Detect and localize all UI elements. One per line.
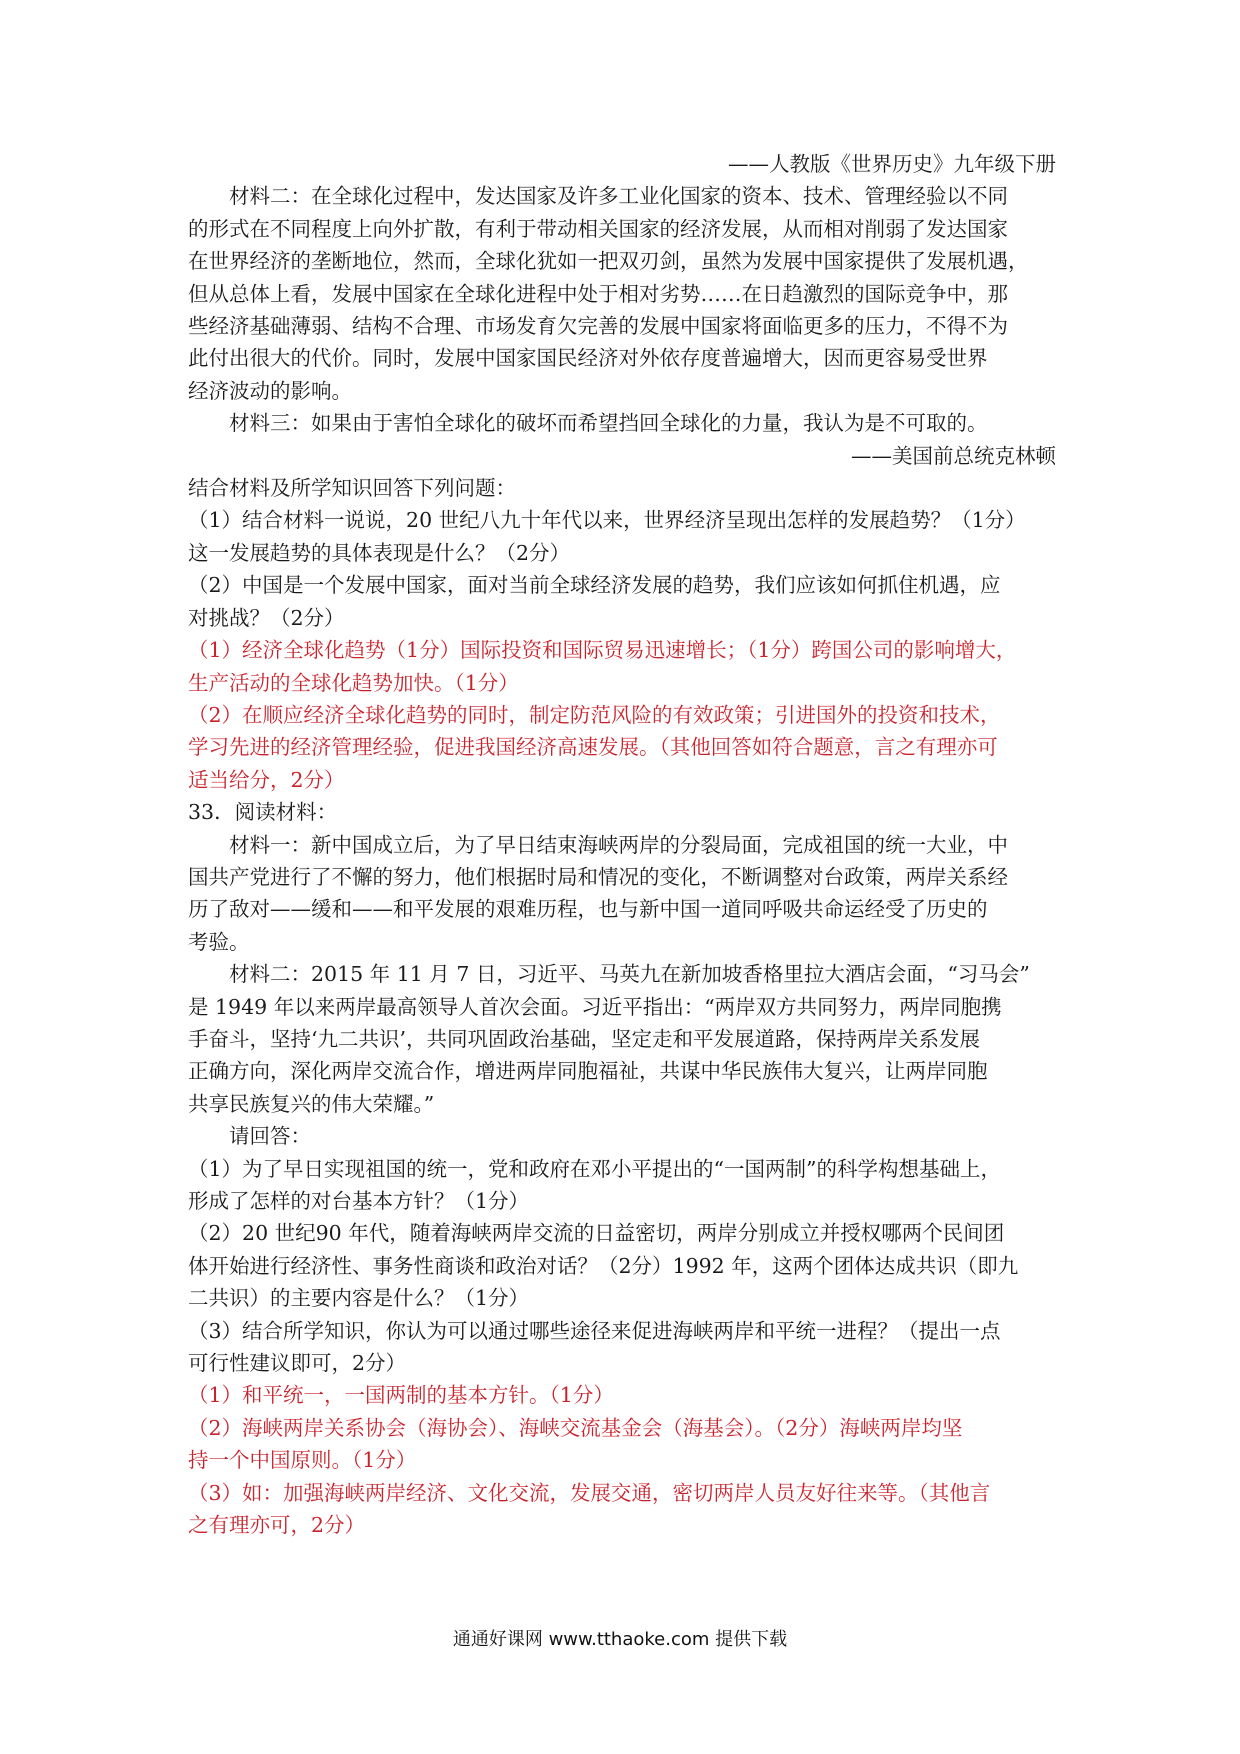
text-line: 对挑战？（2分） — [188, 605, 345, 630]
answer-line: （1）经济全球化趋势（1分）国际投资和国际贸易迅速增长；（1分）跨国公司的影响增大， — [188, 638, 1017, 663]
text-line: 形成了怎样的对台基本方针？（1分） — [188, 1189, 530, 1213]
text-line: 33．阅读材料： — [188, 800, 338, 825]
text-line: （1）为了早日实现祖国的统一，党和政府在邓小平提出的“一国两制”的科学构想基础上， — [188, 1156, 1002, 1181]
text-line: 的形式在不同程度上向外扩散，有利于带动相关国家的经济发展，从而相对削弱了发达国家 — [188, 216, 1008, 241]
answer-line: （1）和平统一，一国两制的基本方针。（1分） — [188, 1383, 614, 1408]
text-line: 二共识）的主要内容是什么？（1分） — [188, 1286, 530, 1311]
text-line: 这一发展趋势的具体表现是什么？（2分） — [188, 540, 571, 565]
text-line: 材料三：如果由于害怕全球化的破坏而希望挡回全球化的力量，我认为是不可取的。 — [229, 411, 988, 436]
answer-line: 适当给分，2分） — [188, 767, 345, 792]
text-line: 手奋斗，坚持‘九二共识’，共同巩固政治基础，坚定走和平发展道路，保持两岸关系发展 — [188, 1026, 981, 1051]
text-line: （3）结合所学知识，你认为可以通过哪些途径来促进海峡两岸和平统一进程？（提出一点 — [188, 1318, 1001, 1343]
answer-line: （2）在顺应经济全球化趋势的同时，制定防范风险的有效政策；引进国外的投资和技术， — [188, 702, 1001, 727]
text-line: 请回答： — [229, 1124, 311, 1149]
text-line: （2）中国是一个发展中国家，面对当前全球经济发展的趋势，我们应该如何抓住机遇，应 — [188, 573, 1001, 598]
answer-line: （2）海峡两岸关系协会（海协会）、海峡交流基金会（海基会）。（2分）海峡两岸均坚 — [188, 1415, 963, 1440]
text-line: 结合材料及所学知识回答下列问题： — [188, 476, 516, 501]
text-line: 考验。 — [188, 929, 250, 954]
document-body — [188, 148, 1056, 1541]
text-line: 国共产党进行了不懈的努力，他们根据时局和情况的变化，不断调整对台政策，两岸关系经 — [188, 864, 1008, 889]
text-line: 些经济基础薄弱、结构不合理、市场发育欠完善的发展中国家将面临更多的压力，不得不为 — [188, 314, 1008, 339]
text-line: 共享民族复兴的伟大荣耀。” — [188, 1091, 435, 1116]
text-line: 材料二：在全球化过程中，发达国家及许多工业化国家的资本、技术、管理经验以不同 — [229, 184, 1008, 209]
text-line: 正确方向，深化两岸交流合作，增进两岸同胞福祉，共谋中华民族伟大复兴，让两岸同胞 — [188, 1059, 988, 1084]
answer-line: （3）如：加强海峡两岸经济、文化交流，发展交通，密切两岸人员友好往来等。（其他言 — [188, 1480, 991, 1505]
text-line: 材料二：2015 年 11 月 7 日，习近平、马英九在新加坡香格里拉大酒店会面，“习马会” — [229, 962, 1030, 987]
text-line: 但从总体上看，发展中国家在全球化进程中处于相对劣势……在日趋激烈的国际竞争中，那 — [188, 281, 1008, 306]
text-line: 历了敌对——缓和——和平发展的艰难历程，也与新中国一道同呼吸共命运经受了历史的 — [188, 897, 988, 922]
text-line: 材料一：新中国成立后，为了早日结束海峡两岸的分裂局面，完成祖国的统一大业，中 — [229, 832, 1008, 857]
page-footer: 通通好课网 www.tthaoke.com 提供下载 — [452, 1629, 788, 1650]
text-line: 经济波动的影响。 — [188, 378, 352, 403]
text-line: 在世界经济的垄断地位，然而，全球化犹如一把双刃剑，虽然为发展中国家提供了发展机遇， — [188, 249, 1029, 274]
text-line: 是 1949 年以来两岸最高领导人首次会面。习近平指出：“两岸双方共同努力，两岸同胞携 — [188, 994, 1002, 1019]
text-line: 体开始进行经济性、事务性商谈和政治对话？（2分）1992 年，这两个团体达成共识（即九 — [188, 1253, 1019, 1278]
answer-line: 之有理亦可，2分） — [188, 1513, 366, 1538]
answer-line: 学习先进的经济管理经验，促进我国经济高速发展。（其他回答如符合题意，言之有理亦可 — [188, 735, 998, 760]
text-line: 可行性建议即可，2分） — [188, 1351, 407, 1376]
text-line: （1）结合材料一说说，20 世纪八九十年代以来，世界经济呈现出怎样的发展趋势？（1分） — [188, 508, 1026, 533]
answer-line: 持一个中国原则。（1分） — [188, 1448, 417, 1473]
text-line: ——美国前总统克林顿 — [851, 443, 1056, 468]
answer-line: 生产活动的全球化趋势加快。（1分） — [188, 670, 519, 695]
text-line: （2）20 世纪90 年代，随着海峡两岸交流的日益密切，两岸分别成立并授权哪两个民间团 — [188, 1221, 1005, 1246]
text-line: ——人教版《世界历史》九年级下册 — [728, 152, 1056, 176]
text-line: 此付出很大的代价。同时，发展中国家国民经济对外依存度普遍增大，因而更容易受世界 — [188, 346, 988, 371]
